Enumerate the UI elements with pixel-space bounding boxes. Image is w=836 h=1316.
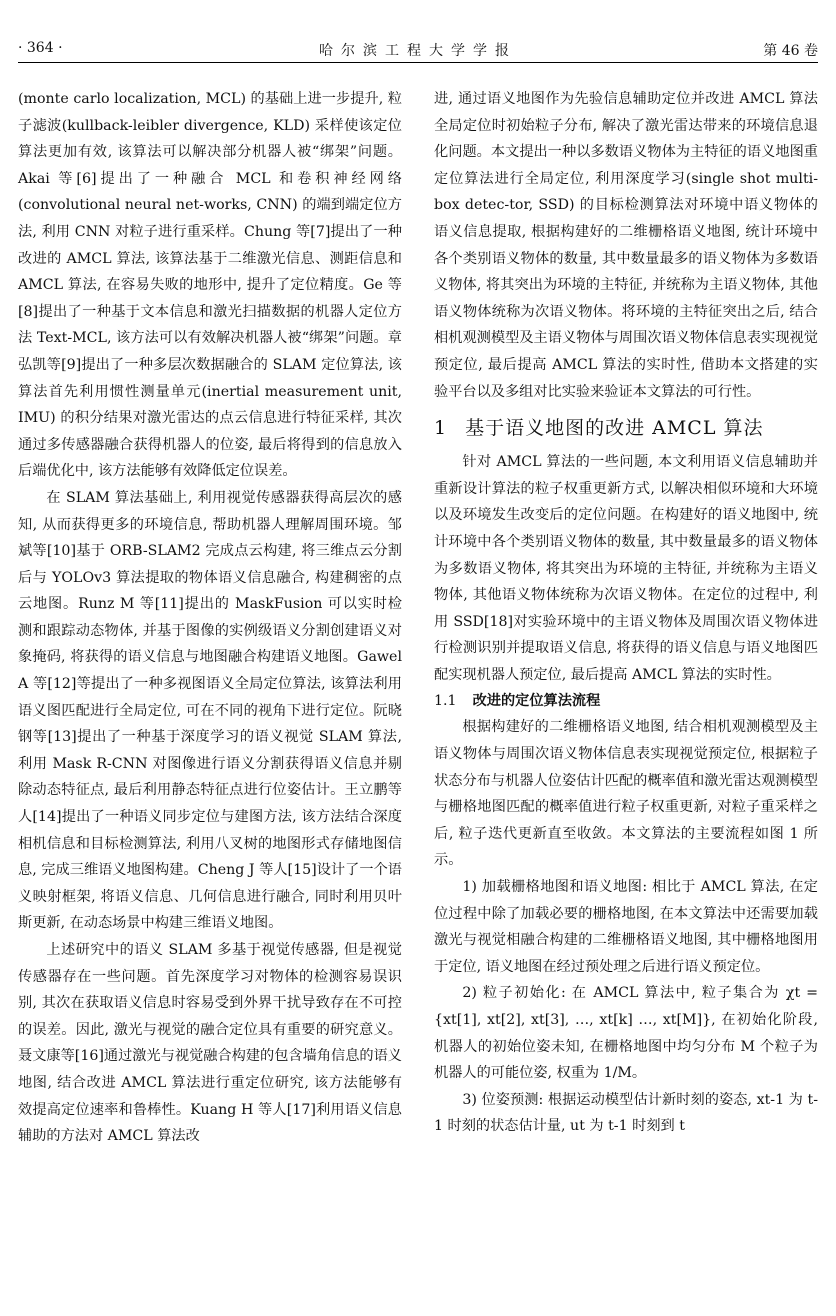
- body-paragraph: 3) 位姿预测: 根据运动模型估计新时刻的姿态, xt-1 为 t-1 时刻的状态估计量, ut 为 t-1 时刻到 t: [434, 1091, 818, 1135]
- subsection-title: 改进的定位算法流程: [472, 693, 601, 710]
- body-paragraph: 根据构建好的二维栅格语义地图, 结合相机观测模型及主语义物体与周围次语义物体信息表实现视觉预定位, 根据粒子状态分布与机器人位姿估计匹配的概率值和激光雷达观测模型与栅格地图匹配的概率值进行粒子权重更新, 对粒子重采样之后, 粒子迭代更新直至收敛。本文算法的主要流程如图 1 所示。: [434, 719, 818, 869]
- body-paragraph: 上述研究中的语义 SLAM 多基于视觉传感器, 但是视觉传感器存在一些问题。首先深度学习对物体的检测容易误识别, 其次在获取语义信息时容易受到外界干扰导致存在不可控的误差。因此, 激光与视觉的融合定位具有重要的研究意义。聂文康等[16]通过激光与视觉融合构建的包含墙角信息的语义地图, 结合改进 AMCL 算法进行重定位研究, 该方法能够有效提高定位速率和鲁棒性。Kuang H 等人[17]利用语义信息辅助的方法对 AMCL 算法改: [18, 942, 402, 1145]
- section-title: 基于语义地图的改进 AMCL 算法: [465, 417, 764, 440]
- subsection-number: 1.1: [434, 693, 457, 710]
- body-paragraph: 进, 通过语义地图作为先验信息辅助定位并改进 AMCL 算法全局定位时初始粒子分布, 解决了激光雷达带来的环境信息退化问题。本文提出一种以多数语义物体为主特征的语义地图重定位算法进行全局定位, 利用深度学习(single shot multi-box detec-tor, SSD) 的目标检测算法对环境中语义物体的语义信息提取, 根据构建好的二维栅格语义地图, 统计环境中各个类别语义物体的数量, 其中数量最多的语义物体为多数语义物体, 将其突出为环境的主特征, 并统称为主语义物体, 其他语义物体统称为次语义物体。将环境的主特征突出之后, 结合相机观测模型及主语义物体与周围次语义物体信息表实现视觉预定位, 最后提高 AMCL 算法的实时性, 借助本文搭建的实验平台以及多组对比实验来验证本文算法的可行性。: [434, 91, 818, 400]
- body-paragraph: 2) 粒子初始化: 在 AMCL 算法中, 粒子集合为 χt = {xt[1], xt[2], xt[3], …, xt[k] …, xt[M]}, 在初始化阶段, 机器人的初始位姿未知, 在栅格地图中均匀分布 M 个粒子为机器人的可能位姿, 权重为 1/M。: [434, 985, 818, 1082]
- right-column: [434, 86, 818, 1140]
- running-header: [18, 36, 818, 63]
- body-paragraph: 在 SLAM 算法基础上, 利用视觉传感器获得高层次的感知, 从而获得更多的环境信息, 帮助机器人理解周围环境。邹斌等[10]基于 ORB-SLAM2 完成点云构建, 将三维点云分割后与 YOLOv3 算法提取的物体语义信息融合, 构建稠密的点云地图。Runz M 等[11]提出的 MaskFusion 可以实时检测和跟踪动态物体, 并基于图像的实例级语义分割创建语义对象掩码, 将获得的语义信息与地图融合构建语义地图。Gawel A 等[12]等提出了一种多视图语义全局定位算法, 该算法利用语义图匹配进行全局定位, 可在不同的视角下进行定位。阮晓钢等[13]提出了一种基于深度学习的语义视觉 SLAM 算法, 利用 Mask R-CNN 对图像进行语义分割获得语义信息并剔除动态特征点, 最后利用静态特征点进行位姿估计。王立鹏等人[14]提出了一种语义同步定位与建图方法, 该方法结合深度相机信息和目标检测算法, 利用八叉树的地图形式存储地图信息, 完成三维语义地图构建。Cheng J 等人[15]设计了一个语义映射框架, 将语义信息、几何信息进行融合, 同时利用贝叶斯更新, 在动态场景中构建三维语义地图。: [18, 489, 402, 932]
- subsection-heading: [434, 688, 818, 714]
- volume-number: 第 46 卷: [763, 43, 818, 59]
- page-number: · 364 ·: [18, 40, 63, 56]
- body-paragraph: (monte carlo localization, MCL) 的基础上进一步提升, 粒子滤波(kullback-leibler divergence, KLD) 采样使该定位算法更加有效, 该算法可以解决部分机器人被“绑架”问题。Akai 等[6]提出了一种融合 MCL 和卷积神经网络(convolutional neural net-works, CNN) 的端到端定位方法, 利用 CNN 对粒子进行重采样。Chung 等[7]提出了一种改进的 AMCL 算法, 该算法基于二维激光信息、测距信息和 AMCL 算法, 在容易失败的地形中, 提升了定位精度。Ge 等[8]提出了一种基于文本信息和激光扫描数据的机器人定位方法 Text-MCL, 该方法可以有效解决机器人被“绑架”问题。章弘凯等[9]提出了一种多层次数据融合的 SLAM 定位算法, 该算法首先利用惯性测量单元(inertial measurement unit, IMU) 的积分结果对激光雷达的点云信息进行特征采样, 其次通过多传感器融合获得机器人的位姿, 最后将得到的信息放入后端优化中, 该方法能够有效降低定位误差。: [18, 91, 402, 480]
- section-number: 1: [434, 417, 448, 440]
- section-heading: [434, 413, 818, 443]
- body-paragraph: 1) 加载栅格地图和语义地图: 相比于 AMCL 算法, 在定位过程中除了加载必要的栅格地图, 在本文算法中还需要加载激光与视觉相融合构建的二维栅格语义地图, 其中栅格地图用于定位, 语义地图在经过预处理之后进行语义预定位。: [434, 879, 818, 975]
- left-column: [18, 86, 402, 1150]
- body-paragraph: 针对 AMCL 算法的一些问题, 本文利用语义信息辅助并重新设计算法的粒子权重更新方式, 以解决相似环境和大环境以及环境发生改变后的定位问题。在构建好的语义地图中, 统计环境中各个类别语义物体的数量, 其中数量最多的语义物体为多数语义物体, 将其突出为环境的主特征, 并统称为主语义物体, 其他语义物体统称为次语义物体。在定位的过程中, 利用 SSD[18]对实验环境中的主语义物体及周围次语义物体进行检测识别并提取语义信息, 将获得的语义信息与语义地图匹配实现机器人预定位, 最后提高 AMCL 算法的实时性。: [434, 454, 818, 683]
- journal-title: 哈尔滨工程大学学报: [319, 43, 517, 59]
